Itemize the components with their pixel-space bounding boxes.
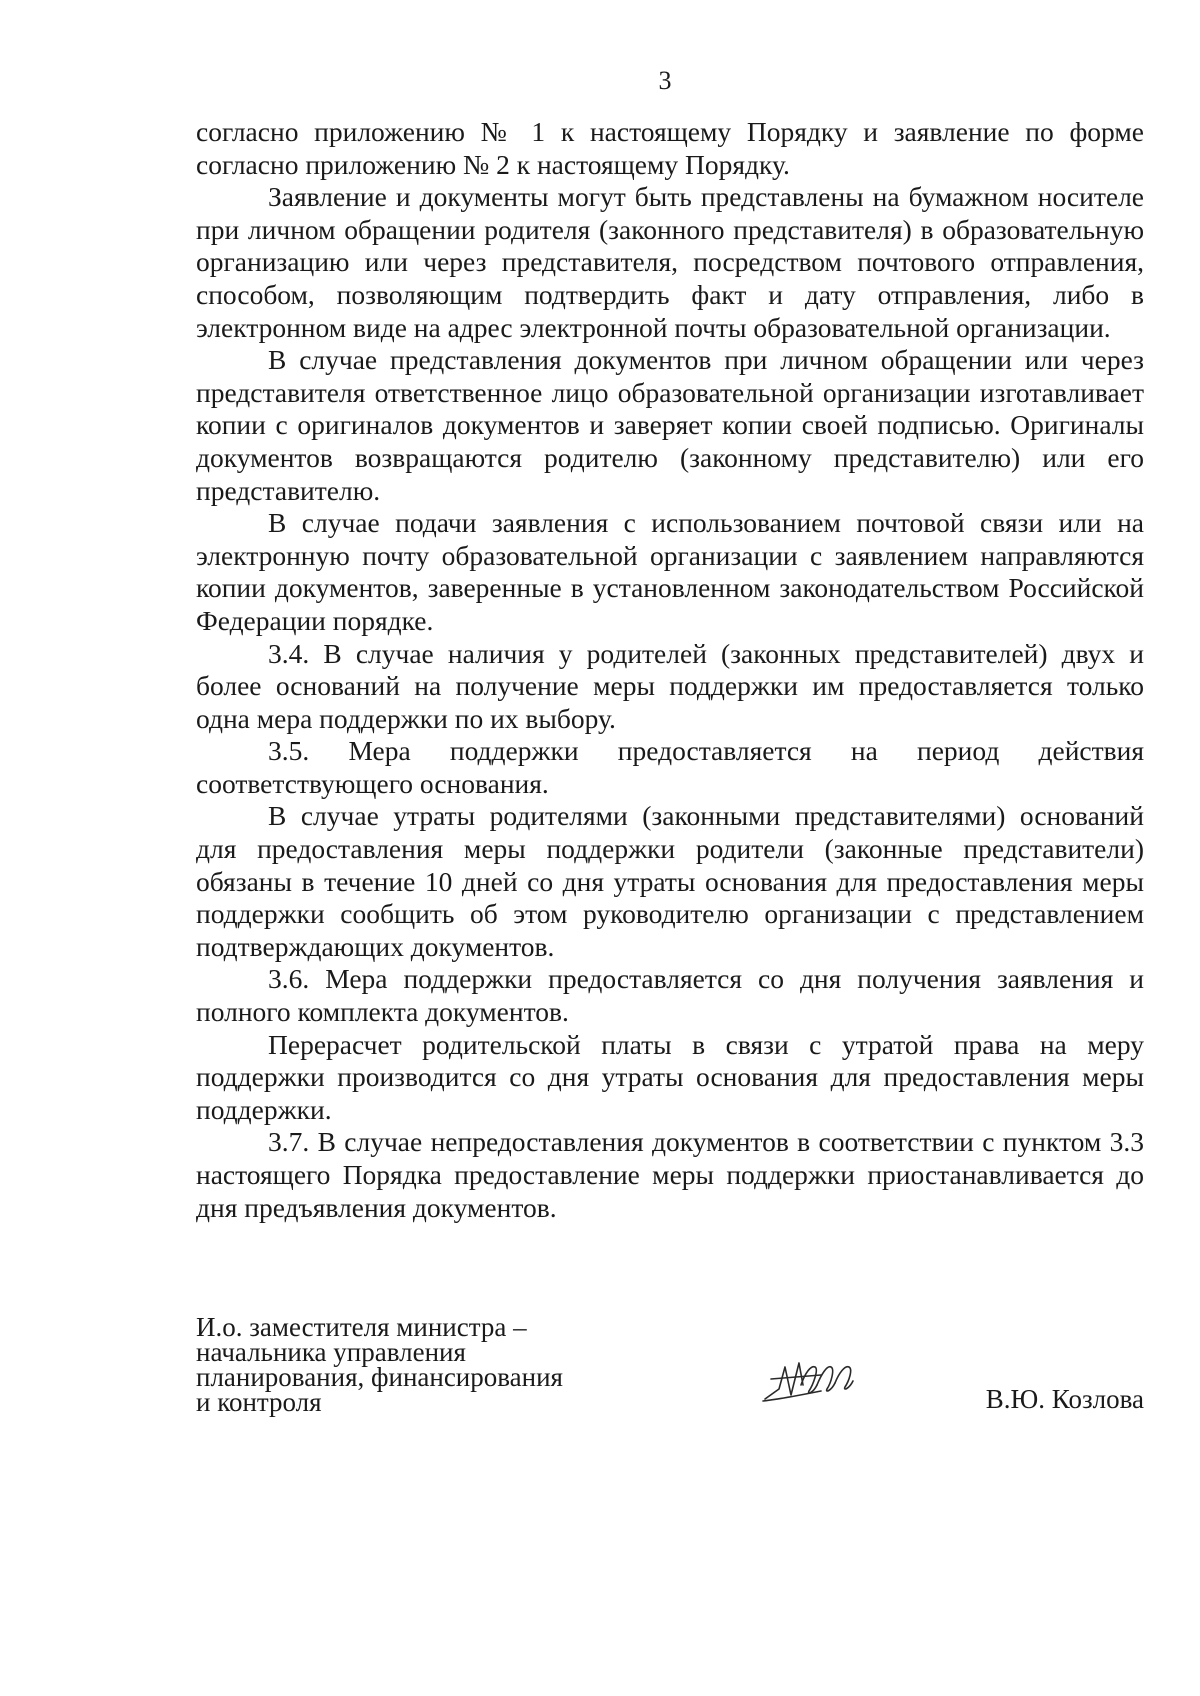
signer-title-line: начальника управления	[196, 1337, 466, 1367]
handwritten-signature-icon	[761, 1355, 871, 1405]
document-body	[196, 116, 1144, 1224]
signer-title	[196, 1312, 616, 1417]
signer-title-line: планирования, финансирования	[196, 1362, 563, 1392]
signer-name: В.Ю. Козлова	[985, 1384, 1144, 1414]
paragraph: В случае представления документов при личном обращении или через представителя ответственное лицо образовательной организации изготавливает копии с оригиналов документов и заверяет копии своей подписью. Оригиналы документов возвращаются родителю (законному представителю) или его представителю.	[196, 344, 1144, 506]
paragraph: Заявление и документы могут быть представлены на бумажном носителе при личном обращении родителя (законного представителя) в образовательную организацию или через представителя, посредством почтового отправления, способом, позволяющим подтвердить факт и дату отправления, либо в электронном виде на адрес электронной почты образовательной организации.	[196, 181, 1144, 343]
signer-title-line: и контроля	[196, 1387, 322, 1417]
paragraph: 3.4. В случае наличия у родителей (законных представителей) двух и более оснований на получение меры поддержки им предоставляется только одна мера поддержки по их выбору.	[196, 637, 1144, 734]
paragraph: В случае утраты родителями (законными представителями) оснований для предоставления меры поддержки родители (законные представители) обязаны в течение 10 дней со дня утраты основания для предоставления меры поддержки сообщить об этом руководителю организации с представлением подтверждающих документов.	[196, 800, 1144, 962]
paragraph: 3.6. Мера поддержки предоставляется со дня получения заявления и полного комплекта документов.	[196, 963, 1144, 1028]
paragraph: В случае подачи заявления с использованием почтовой связи или на электронную почту образовательной организации с заявлением направляются копии документов, заверенные в установленном законодательством Российской Федерации порядке.	[196, 507, 1144, 636]
page-number: 3	[658, 66, 672, 95]
paragraph: согласно приложению № 1 к настоящему Порядку и заявление по форме согласно приложению № 2 к настоящему Порядку.	[196, 116, 1144, 180]
paragraph: Перерасчет родительской платы в связи с утратой права на меру поддержки производится со дня утраты основания для предоставления меры поддержки.	[196, 1028, 1144, 1125]
signature-block	[196, 1312, 1144, 1425]
paragraph: 3.5. Мера поддержки предоставляется на период действия соответствующего основания.	[196, 735, 1144, 799]
paragraph: 3.7. В случае непредоставления документов в соответствии с пунктом 3.3 настоящего Порядка предоставление меры поддержки приостанавливается до дня предъявления документов.	[196, 1126, 1144, 1223]
signer-title-line: И.о. заместителя министра –	[196, 1312, 527, 1342]
